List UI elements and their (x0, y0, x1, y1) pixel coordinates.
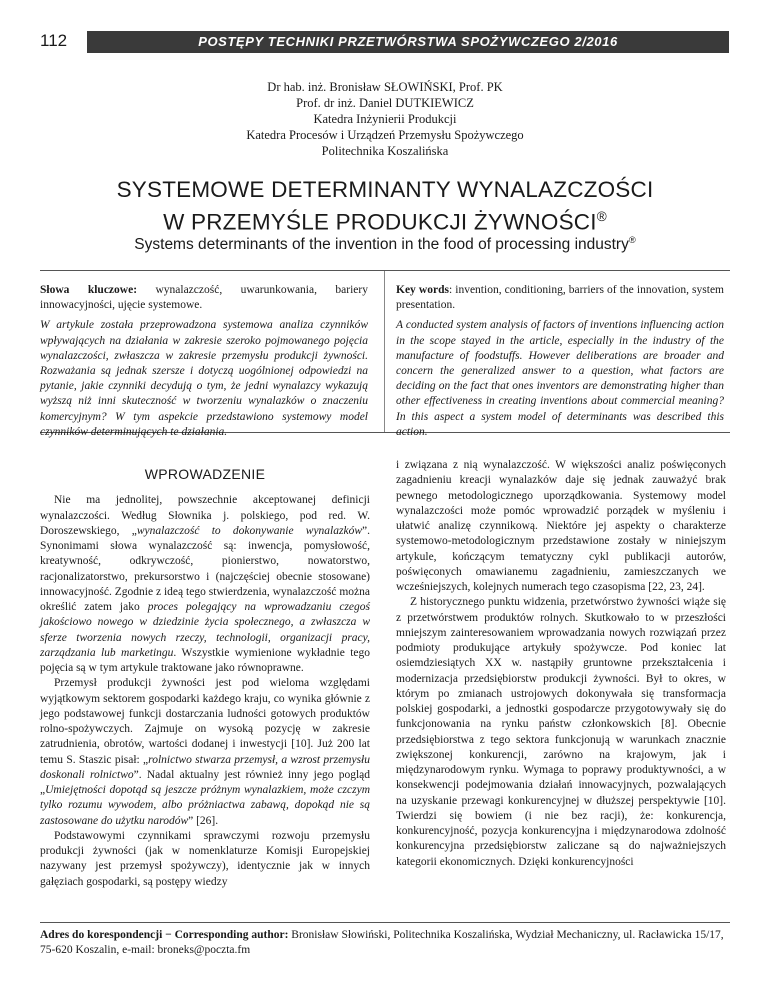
title-line: SYSTEMOWE DETERMINANTY WYNALAZCZOŚCI (116, 177, 654, 202)
paragraph: Nie ma jednolitej, powszechnie akceptowanej definicji wynalazczości. Według Słownika j. polskiego, pod red. W. Doroszewskiego, „wynalazczość to dokonywanie wynalazków”. Synonimami słowa wynalazczość są: inwencja, pomysłowość, kreatywność, odkrywczość, pionierstwo, nowatorstwo, racjonalizatorstwo, prekursorstwo i (najczęściej obecnie stosowane) innowacyjność. Zgodnie z ideą tego stwierdzenia, wynalazczość można określić zatem jako proces polegający na wprowadzaniu czegoś jakościowo nowego w dziedzinie życia społecznego, a zwłaszcza w sferze tworzenia nowych rzeczy, technologii, organizacji pracy, zarządzania lub marketingu. Wszystkie wymienione wykładnie tego pojęcia są w tym artykule traktowane jako równoprawne. (40, 494, 371, 674)
registered-mark: ® (628, 235, 636, 245)
divider (40, 922, 730, 923)
registered-mark: ® (596, 209, 607, 224)
journal-header: POSTĘPY TECHNIKI PRZETWÓRSTWA SPOŻYWCZEGO 2/2016 (87, 31, 729, 53)
title-english: Systems determinants of the invention in the food of processing industry® (134, 235, 636, 254)
body-column-left (40, 467, 370, 890)
section-heading: WPROWADZENIE (144, 466, 266, 482)
keywords-polish: Słowa kluczowe: wynalazczość, uwarunkowania, bariery innowacyjności, ujęcie systemowe. (40, 284, 368, 312)
title-line: W PRZEMYŚLE PRODUKCJI ŻYWNOŚCI® (163, 209, 607, 235)
paragraph: i związana z nią wynalazczość. W większości analiz poświęconych zagadnieniu kreacji wynalazków daje się jednak zauważyć brak pewnego metodologicznego uporządkowania. Systemowy model wynalazczości może pomóc wprowadzić porządek w myśleniu i ułatwić analizę czynnikową. Niektóre jej aspekty o charakterze systemowo-metodologicznym przedstawione zostały w niniejszym artykule, kończącym tematyczny cykl publikacji autorów, poświęconych omawianemu zagadnieniu, zamieszczanych we wcześniejszych, kolejnych numerach tego czasopisma [22, 23, 24]. (396, 459, 726, 593)
abstract-english (396, 283, 724, 445)
divider (40, 270, 730, 271)
affiliation-line: Katedra Procesów i Urządzeń Przemysłu Spożywczego (246, 128, 524, 142)
author-line: Prof. dr inż. Daniel DUTKIEWICZ (296, 96, 474, 110)
paragraph: Podstawowymi czynnikami sprawczymi rozwoju przemysłu produkcji żywności (jak w nomenklaturze Komisji Europejskiej nazywany jest przemysł spożywczy), identycznie jak w innych gałęziach gospodarki, są postępy wiedzy (40, 829, 370, 888)
paragraph: Przemysł produkcji żywności jest pod wieloma względami wyjątkowym sektorem gospodarki każdego kraju, co wynika głównie z jego podstawowej funkcji dostarczania ludności gotowych produktów rolno-spożywczych. Zajmuje on wysoką pozycję w zakresie zatrudnienia, obrotów, wartości dodanej i inwestycji [10]. Już 200 lat temu S. Staszic pisał: „rolnictwo stwarza przemysł, a wzrost przemysłu doskonali rolnictwo”. Nadal aktualny jest również inny jego pogląd „Umiejętności dopotąd są jeszcze próżnym wynalazkiem, może czczym tylko rozumu wywodem, albo próżniactwa zabawą, dopokąd nie są zastosowane do użytku narodów” [26]. (40, 677, 371, 827)
abstract-text: W artykule została przeprowadzona systemowa analiza czynników wpływających na działania w zakresie szeroko pojmowanego pojęcia wynalazczości, zwłaszcza w zakresie przemysłu produkcji żywności. Rozważania są jednak szersze i dotyczą uogólnionej odpowiedzi na pytanie, jakie czynniki decydują o tym, że jedni wynalazcy wykazują wyższą niż inni skuteczność w tworzeniu wynalazków o znaczeniu komercyjnym? W tym aspekcie przedstawiono systemowy model czynników determinujących te działania. (40, 319, 368, 438)
title-polish (40, 176, 730, 236)
abstract-polish (40, 283, 368, 445)
body-column-right (396, 458, 726, 870)
keywords-english: Key words: invention, conditioning, barriers of the innovation, system presentation. (396, 284, 724, 312)
abstract-text: A conducted system analysis of factors of inventions influencing action in the scope stayed in the article, especially in the industry of the manufacture of foodstuffs. However deliberations are broader and concern the generalized answer to a question, what factors are deciding on the fact that ones inventors are demonstrating higher than other effectiveness in creating inventions about commercial meaning? In this aspect a system model of determinants was described this action. (396, 319, 724, 438)
correspondence-footer: Adres do korespondencji − Corresponding author: Bronisław Słowiński, Politechnika Koszalińska, Wydział Mechaniczny, ul. Racławicka 15/17, 75-620 Koszalin, e-mail: broneks@poczta.fm (40, 929, 724, 956)
paragraph: Z historycznego punktu widzenia, przetwórstwo żywności wiąże się z przetwórstwem produktów rolnych. Skutkowało to w przeszłości mniejszym zainteresowaniem wprowadzania nowych rozwiązań przez podmioty produkujące artykuły spożywcze. Pod koniec lat osiemdziesiątych XX w. nastąpiły gruntowne przekształcenia i modernizacja przedsiębiorstw produkcji żywności. Był to okres, w którym po zmianach ustrojowych dokonywała się transformacja polskiej gospodarki, a jednostki gospodarcze przygotowywały się do funkcjonowania na rynku państw członkowskich [8]. Obecnie przedsiębiorstwa z tego sektora funkcjonują w warunkach znacznie zwiększonej konkurencji, zarówno na krajowym, jak i międzynarodowym rynku. Wymaga to poprawy produktywności, a w konsekwencji podejmowania działań innowacyjnych, pozwalających na uzyskanie przewagi konkurencyjnej w dłuższej perspektywie [10]. Twierdzi się bowiem (i nie bez racji), że: konkurencja, konkurencyjność, pozycja konkurencyjna i międzynarodowa zdolność konkurencyjna przedsiębiorstw zaliczane są do najważniejszych kategorii ekonomicznych. Dzięki konkurencyjności (396, 596, 726, 868)
column-divider (384, 271, 385, 432)
author-line: Dr hab. inż. Bronisław SŁOWIŃSKI, Prof. PK (267, 80, 503, 94)
affiliation-line: Katedra Inżynierii Produkcji (313, 112, 457, 126)
affiliation-line: Politechnika Koszalińska (321, 144, 449, 158)
author-block (40, 79, 730, 159)
page-number: 112 (40, 31, 68, 50)
